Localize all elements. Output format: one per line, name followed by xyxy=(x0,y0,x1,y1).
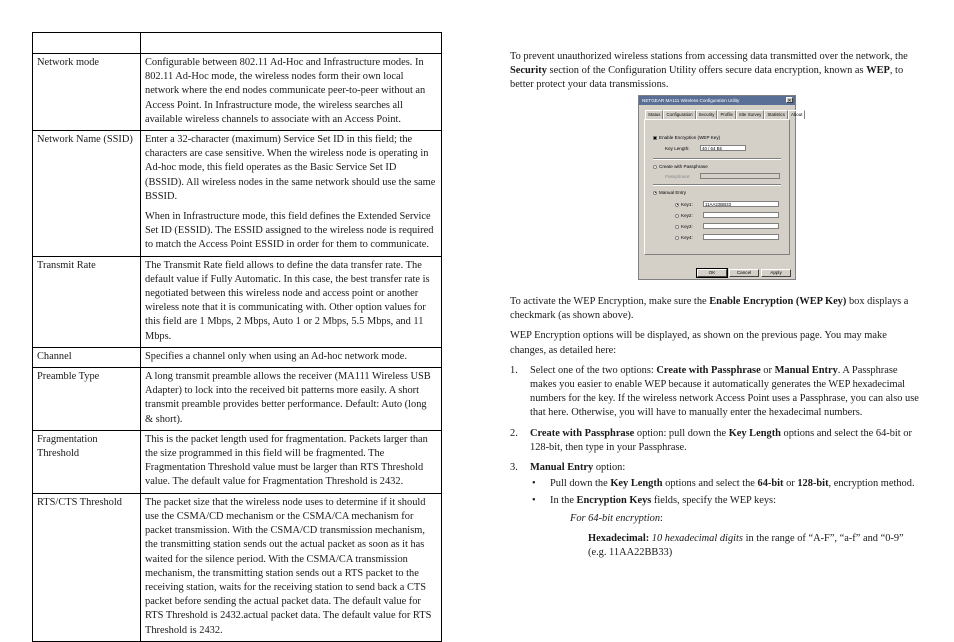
step-bold: Create with Passphrase xyxy=(656,364,761,376)
param-description xyxy=(141,368,442,431)
step-bold: Manual Entry xyxy=(774,364,838,376)
key4-radio[interactable] xyxy=(675,236,679,240)
instructions xyxy=(510,295,922,566)
intro-text xyxy=(510,50,922,93)
param-name: Network Name (SSID) xyxy=(33,131,141,257)
tab-site-survey[interactable]: Site Survey xyxy=(736,110,764,119)
enable-encryption-checkbox[interactable] xyxy=(653,136,657,140)
dialog-title: NETGEAR MA111 Wireless Configuration Utility xyxy=(642,98,740,103)
steps-list xyxy=(510,364,922,560)
param-description-text: When in Infrastructure mode, this field defines the Extended Service Set ID (ESSID). The ESSID assigned to the wireless node is required to match the Access Point ESSID in order for them to communicate. xyxy=(145,211,434,251)
key1-input[interactable]: 11AA22BB33 xyxy=(703,201,779,207)
param-description-text: Enter a 32-character (maximum) Service Set ID in this field; the characters are case sensitive. When the wireless node is operating in Ad-hoc mode, this field operates as the Basic Service Set ID (BSSID). All wireless nodes in the same network should use the same BSSID. xyxy=(145,134,436,202)
manual-entry-row[interactable] xyxy=(653,190,686,196)
intro-text-part: To prevent unauthorized wireless stations from accessing data transmitted over the network, the xyxy=(510,51,908,62)
bullet-bold: Key Length xyxy=(610,478,663,490)
step-item xyxy=(510,427,922,455)
param-name: Channel xyxy=(33,347,141,367)
param-description xyxy=(141,347,442,367)
activate-text-part: box displays a checkmark (as shown above). xyxy=(510,296,909,322)
activate-bold: Enable Encryption (WEP Key) xyxy=(709,296,847,307)
dialog-titlebar xyxy=(639,96,795,105)
parameter-table xyxy=(32,32,442,642)
passphrase-input[interactable] xyxy=(700,173,780,179)
param-description xyxy=(141,493,442,641)
tab-status[interactable]: Status xyxy=(645,110,663,119)
step-number: 2. xyxy=(510,427,518,439)
key2-label: Key2: xyxy=(681,213,693,218)
options-paragraph: WEP Encryption options will be displayed, as shown on the previous page. You may make changes, as detailed here: xyxy=(510,330,887,356)
step-bold: Manual Entry xyxy=(530,462,594,474)
bullet-bold: Encryption Keys xyxy=(576,495,652,507)
enable-encryption-row[interactable] xyxy=(653,135,720,141)
table-header-description xyxy=(141,33,442,54)
param-description-text: This is the packet length used for fragmentation. Packets larger than the size programmed in this field will be fragmented. The Fragmentation Threshold value must be larger than RTS Threshold value. The default value for Fragmentation Threshold is 2432. xyxy=(145,433,428,488)
step-number: 3. xyxy=(510,462,518,474)
param-description-text: A long transmit preamble allows the receiver (MA111 Wireless USB Adapter) to lock into the received bit patterns more easily. A short transmit preamble provides better performance. Default: Auto (long & short). xyxy=(145,371,431,425)
passphrase-option-row[interactable] xyxy=(653,164,708,170)
param-name: RTS/CTS Threshold xyxy=(33,493,141,641)
table-header-row xyxy=(33,33,442,54)
step-text: or xyxy=(760,364,775,376)
table-row xyxy=(33,368,442,431)
security-panel xyxy=(644,119,790,255)
step-item xyxy=(510,461,922,560)
intro-text-part: section of the Configuration Utility offers secure data encryption, known as xyxy=(546,65,867,77)
ok-button[interactable]: OK xyxy=(697,269,727,277)
enable-encryption-label: Enable Encryption (WEP Key) xyxy=(659,135,721,140)
step-bold: Key Length xyxy=(728,427,781,439)
divider xyxy=(653,158,781,160)
manual-entry-bullets xyxy=(530,477,922,560)
table-header-name xyxy=(33,33,141,54)
key3-radio[interactable] xyxy=(675,225,679,229)
tab-security[interactable]: Security xyxy=(696,110,718,120)
for-64-bit-heading xyxy=(550,512,922,526)
passphrase-label: Passphrase: xyxy=(665,174,691,179)
hex-example: (e.g. 11AA22BB33) xyxy=(588,547,673,559)
bullet-bold: 128-bit xyxy=(797,478,829,490)
colon: : xyxy=(660,512,663,524)
key-length-value: 40 / 64 Bit xyxy=(702,146,722,151)
manual-entry-radio[interactable] xyxy=(653,191,657,195)
bullet-item xyxy=(530,477,922,491)
key2-row[interactable] xyxy=(675,213,693,219)
bullet-icon: • xyxy=(532,478,536,490)
intro-paragraph xyxy=(510,50,922,93)
step-bold: Create with Passphrase xyxy=(530,427,635,439)
table-row xyxy=(33,131,442,257)
bullet-text: In the xyxy=(550,495,577,507)
bullet-item xyxy=(530,494,922,560)
hexadecimal-line xyxy=(550,532,922,560)
dialog-tabs xyxy=(645,110,805,119)
divider xyxy=(653,184,781,186)
param-description xyxy=(141,256,442,347)
security-dialog-screenshot xyxy=(638,95,803,280)
activate-paragraph xyxy=(510,295,922,323)
param-name: Transmit Rate xyxy=(33,256,141,347)
hex-italic: 10 hexadecimal digits xyxy=(649,532,743,544)
key4-row[interactable] xyxy=(675,235,693,241)
param-description-text: Configurable between 802.11 Ad-Hoc and Infrastructure modes. In 802.11 Ad-Hoc mode, the wireless nodes form their own local network where the end nodes communicate peer-to-peer without an Access Point. In Infrastructure mode, the wireless searches all available wireless channels to associate with an Access Point. xyxy=(145,57,426,125)
key1-row[interactable] xyxy=(675,202,693,208)
hex-rest: in the range of “A-F”, “a-f” and “0-9” xyxy=(742,532,904,544)
bullet-text: options and select the xyxy=(662,478,758,490)
param-name: Fragmentation Threshold xyxy=(33,430,141,493)
manual-entry-label: Manual Entry xyxy=(659,190,687,195)
step-text: . A Passphrase makes you easier to enable WEP because it automatically generates the WEP hexadecimal numbers for the key. If the wireless network Access Point uses a Passphrase, you can also use that here. Otherwise, you will have to manually enter the hexadecimal numbers. xyxy=(530,364,919,419)
param-description-text: Specifies a channel only when using an Ad-hoc network mode. xyxy=(145,350,408,362)
param-description xyxy=(141,54,442,131)
key1-radio[interactable] xyxy=(675,203,679,207)
key3-label: Key3: xyxy=(681,224,693,229)
key3-input[interactable] xyxy=(703,223,779,229)
key3-row[interactable] xyxy=(675,224,693,230)
table-row xyxy=(33,493,442,641)
intro-text-part: , to better protect your data transmissions. xyxy=(510,65,904,91)
key2-input[interactable] xyxy=(703,212,779,218)
key2-radio[interactable] xyxy=(675,214,679,218)
param-description xyxy=(141,131,442,257)
step-text: option: pull down the xyxy=(634,427,729,439)
tab-configuration[interactable]: Configuration xyxy=(663,110,695,119)
param-description xyxy=(141,430,442,493)
bullet-icon: • xyxy=(532,495,536,507)
passphrase-radio[interactable] xyxy=(653,165,657,169)
passphrase-option-label: Create with Passphrase xyxy=(659,164,708,169)
step-text: options and select the 64-bit or 128-bit, then type in your Passphrase. xyxy=(530,427,912,453)
tab-about[interactable]: About xyxy=(788,110,805,119)
bullet-text: or xyxy=(783,478,798,490)
tab-profile[interactable]: Profile xyxy=(717,110,735,119)
tab-statistics[interactable]: Statistics xyxy=(764,110,788,119)
intro-bold-wep: WEP xyxy=(866,65,890,77)
cancel-button[interactable]: Cancel xyxy=(729,269,759,277)
activate-text-part: To activate the WEP Encryption, make sure the xyxy=(510,296,710,307)
step-text: Select one of the two options: xyxy=(530,364,657,376)
for-64-bit-label: For 64-bit encryption xyxy=(570,512,661,524)
table-row xyxy=(33,430,442,493)
param-name: Network mode xyxy=(33,54,141,131)
bullet-text: , encryption method. xyxy=(828,478,915,490)
table-row xyxy=(33,256,442,347)
hex-label: Hexadecimal: xyxy=(588,532,650,544)
key4-input[interactable] xyxy=(703,234,779,240)
key-length-label: Key Length: xyxy=(665,146,690,151)
param-name: Preamble Type xyxy=(33,368,141,431)
bullet-text: Pull down the xyxy=(550,478,611,490)
step-item xyxy=(510,364,922,421)
table-row xyxy=(33,347,442,367)
key-length-select[interactable] xyxy=(700,145,746,151)
table-row xyxy=(33,54,442,131)
apply-button[interactable]: Apply xyxy=(761,269,791,277)
step-number: 1. xyxy=(510,364,518,376)
param-description-text: The Transmit Rate field allows to define the data transfer rate. The default value if Fully Automatic. In this case, the best transfer rate is negotiated between this wireless node and access point or another wireless note that it is communicating with. Other option values for this field are 1 Mbps, 2 Mbps, Auto 1 or 2 Mbps, 5.5 Mbps, and 11 Mbps. xyxy=(145,259,430,342)
intro-bold-security: Security xyxy=(510,65,547,77)
key1-label: Key1: xyxy=(681,202,693,207)
bullet-bold: 64-bit xyxy=(757,478,784,490)
param-description-text: The packet size that the wireless node uses to determine if it should use the CSMA/CD mechanism or the CSMA/CA mechanism for packet transmission. With the CSMA/CD transmission mechanism, the transmitting station sends out the actual packet as soon as it has waited for the silence period. With the CSMA/CA transmission mechanism, the transmitting station sends out a RTS packet to the receiving station, waits for the receiving station to send back a CTS packet before sending the actual packet data. The default value for RTS Threshold is 2432.actual packet data. The default value for RTS Threshold is 2432. xyxy=(145,496,432,636)
bullet-text: fields, specify the WEP keys: xyxy=(651,495,776,507)
key4-label: Key4: xyxy=(681,235,693,240)
close-icon[interactable]: ✕ xyxy=(787,98,792,104)
step-text: option: xyxy=(593,462,626,474)
